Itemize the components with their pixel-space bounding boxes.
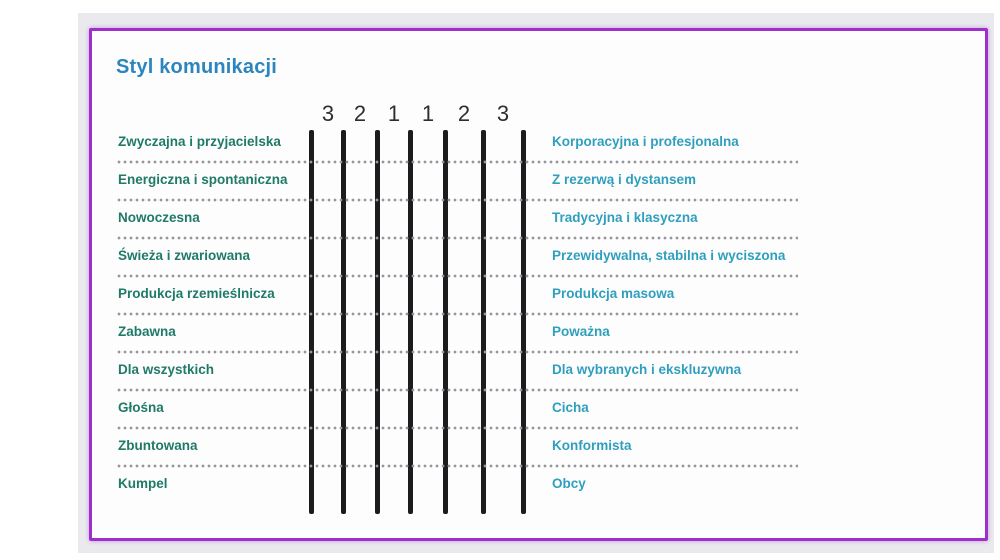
- table-row: [92, 247, 985, 265]
- table-row: [92, 171, 985, 189]
- worksheet-panel: [78, 13, 994, 553]
- scale-number: 3: [496, 101, 510, 126]
- table-row: [92, 361, 985, 379]
- scale-number: 2: [353, 101, 367, 126]
- row-right-label: Korporacyjna i profesjonalna: [552, 134, 739, 149]
- dotted-divider: [116, 426, 798, 430]
- table-row: [92, 285, 985, 303]
- scale-number: 2: [457, 101, 471, 126]
- row-right-label: Przewidywalna, stabilna i wyciszona: [552, 248, 786, 263]
- row-left-label: Zwyczajna i przyjacielska: [118, 134, 281, 149]
- dotted-divider: [116, 198, 798, 202]
- table-row: [92, 209, 985, 227]
- table-row: [92, 323, 985, 341]
- row-left-label: Produkcja rzemieślnicza: [118, 286, 275, 301]
- row-left-label: Dla wszystkich: [118, 362, 215, 377]
- table-row: [92, 399, 985, 417]
- row-right-label: Produkcja masowa: [552, 286, 675, 301]
- row-right-label: Obcy: [552, 476, 586, 491]
- scale-number: 1: [387, 101, 401, 126]
- row-left-label: Głośna: [118, 400, 164, 415]
- row-left-label: Zbuntowana: [118, 438, 198, 453]
- row-left-label: Energiczna i spontaniczna: [118, 172, 288, 187]
- row-right-label: Konformista: [552, 438, 632, 453]
- dotted-divider: [116, 236, 798, 240]
- row-right-label: Z rezerwą i dystansem: [552, 172, 697, 187]
- dotted-divider: [116, 312, 798, 316]
- table-row: [92, 437, 985, 455]
- row-right-label: Cicha: [552, 400, 589, 415]
- row-right-label: Poważna: [552, 324, 610, 339]
- row-left-label: Nowoczesna: [118, 210, 200, 225]
- page-title: Styl komunikacji: [116, 56, 278, 78]
- dotted-divider: [116, 464, 798, 468]
- table-row: [92, 475, 985, 493]
- dotted-divider: [116, 160, 798, 164]
- row-right-label: Dla wybranych i ekskluzywna: [552, 362, 742, 377]
- table-row: [92, 133, 985, 151]
- dotted-divider: [116, 350, 798, 354]
- communication-style-card: [89, 28, 988, 541]
- row-right-label: Tradycyjna i klasyczna: [552, 210, 698, 225]
- scale-number: 1: [421, 101, 435, 126]
- dotted-divider: [116, 388, 798, 392]
- row-left-label: Świeża i zwariowana: [118, 248, 251, 263]
- dotted-divider: [116, 274, 798, 278]
- row-left-label: Zabawna: [118, 324, 176, 339]
- row-left-label: Kumpel: [118, 476, 168, 491]
- scale-number: 3: [321, 101, 335, 126]
